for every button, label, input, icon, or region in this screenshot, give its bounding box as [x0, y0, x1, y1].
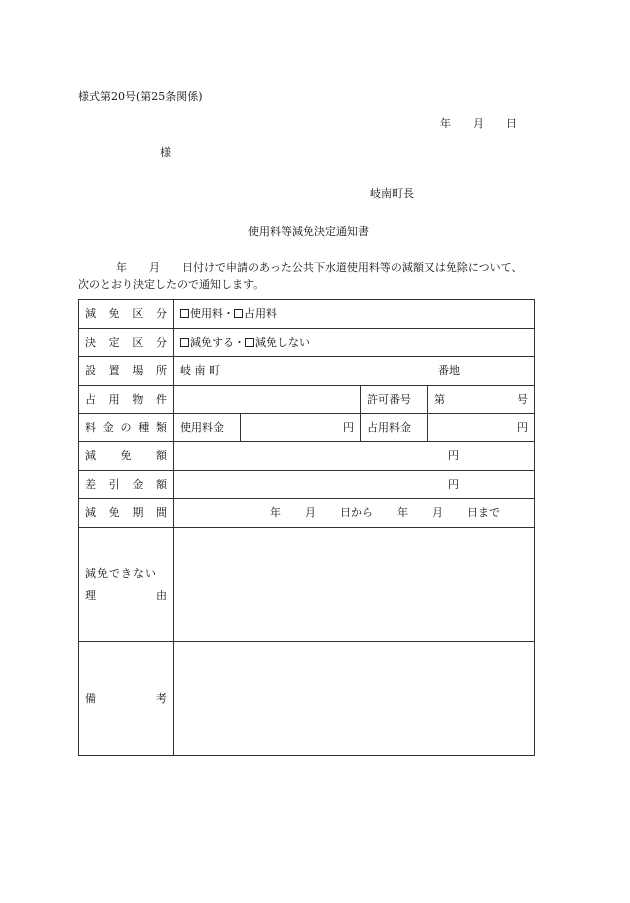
row-location — [79, 357, 535, 386]
value-occupied-item[interactable] — [174, 386, 361, 414]
value-remarks[interactable] — [174, 642, 535, 756]
row-exemption-category — [79, 300, 535, 329]
label-occupancy-fee: 占用料金 — [361, 414, 428, 442]
value-location[interactable] — [174, 357, 535, 386]
value-decision-category — [174, 329, 535, 357]
decision-form-table — [78, 299, 535, 756]
form-number: 様式第20号(第25条関係) — [78, 90, 203, 103]
label-occupied-item: 占 用 物 件 — [79, 386, 174, 414]
row-exemption-period — [79, 499, 535, 528]
label-decision-category: 決 定 区 分 — [79, 329, 174, 357]
period-end-year: 年 — [397, 506, 408, 520]
location-town: 岐 南 町 — [180, 364, 220, 378]
body-line-2: 次のとおり決定したので通知します。 — [78, 278, 265, 291]
label-no-exemption-reason: 減免できない 理 由 — [79, 528, 174, 642]
label-fee-type: 料 金 の 種 類 — [79, 414, 174, 442]
row-exemption-amount — [79, 442, 535, 471]
value-exemption-amount[interactable] — [174, 442, 535, 471]
permit-go: 号 — [517, 392, 528, 406]
body-month: 月 — [149, 261, 160, 274]
period-end-month: 月 — [432, 506, 443, 520]
label-exemption-category: 減 免 区 分 — [79, 300, 174, 329]
checkbox-occupancy-fee[interactable] — [234, 309, 243, 318]
period-end-day: 日まで — [467, 506, 500, 520]
period-start-month: 月 — [305, 506, 316, 520]
label-balance-amount: 差 引 金 額 — [79, 471, 174, 499]
location-lot: 番地 — [438, 364, 460, 378]
yen-unit: 円 — [517, 420, 528, 434]
yen-unit: 円 — [448, 449, 459, 463]
period-start-day: 日から — [340, 506, 373, 520]
yen-unit: 円 — [343, 420, 354, 434]
row-no-exemption-reason — [79, 528, 535, 642]
label-permit-number: 許可番号 — [361, 386, 428, 414]
option-occupancy-fee: 占用料 — [244, 307, 277, 321]
checkbox-deny-exemption[interactable] — [245, 338, 254, 347]
option-grant-exemption: 減免する — [190, 335, 234, 349]
row-decision-category — [79, 329, 535, 357]
row-occupied-item — [79, 386, 535, 414]
value-exemption-category — [174, 300, 535, 329]
label-exemption-amount: 減 免 額 — [79, 442, 174, 471]
addressee-suffix: 様 — [160, 146, 171, 159]
body-line-1 — [116, 259, 522, 275]
permit-dai: 第 — [434, 392, 445, 406]
value-occupancy-fee[interactable] — [428, 414, 535, 442]
checkbox-usage-fee[interactable] — [180, 309, 189, 318]
value-permit-number[interactable] — [428, 386, 535, 414]
value-usage-fee[interactable] — [241, 414, 361, 442]
issue-date-month: 月 — [473, 117, 484, 130]
option-separator: ・ — [234, 335, 245, 349]
option-usage-fee: 使用料 — [190, 307, 223, 321]
issue-date-day: 日 — [506, 117, 517, 130]
issue-date — [440, 115, 517, 131]
value-exemption-period[interactable] — [174, 499, 535, 528]
option-separator: ・ — [223, 307, 234, 321]
label-remarks: 備 考 — [79, 642, 174, 756]
body-line-1-rest: 日付けで申請のあった公共下水道使用料等の減額又は免除について、 — [182, 261, 523, 274]
row-remarks — [79, 642, 535, 756]
option-deny-exemption: 減免しない — [255, 335, 310, 349]
issue-date-year: 年 — [440, 117, 451, 130]
yen-unit: 円 — [448, 477, 459, 491]
reason-label-top: 減免できない — [85, 567, 157, 581]
document-title: 使用料等減免決定通知書 — [248, 225, 369, 238]
label-location: 設 置 場 所 — [79, 357, 174, 386]
value-balance-amount[interactable] — [174, 471, 535, 499]
body-year: 年 — [116, 261, 127, 274]
row-fee-type — [79, 414, 535, 442]
issuer-name: 岐南町長 — [370, 187, 414, 200]
label-exemption-period: 減 免 期 間 — [79, 499, 174, 528]
row-balance-amount — [79, 471, 535, 499]
label-usage-fee: 使用料金 — [174, 414, 241, 442]
checkbox-grant-exemption[interactable] — [180, 338, 189, 347]
value-no-exemption-reason[interactable] — [174, 528, 535, 642]
period-start-year: 年 — [270, 506, 281, 520]
